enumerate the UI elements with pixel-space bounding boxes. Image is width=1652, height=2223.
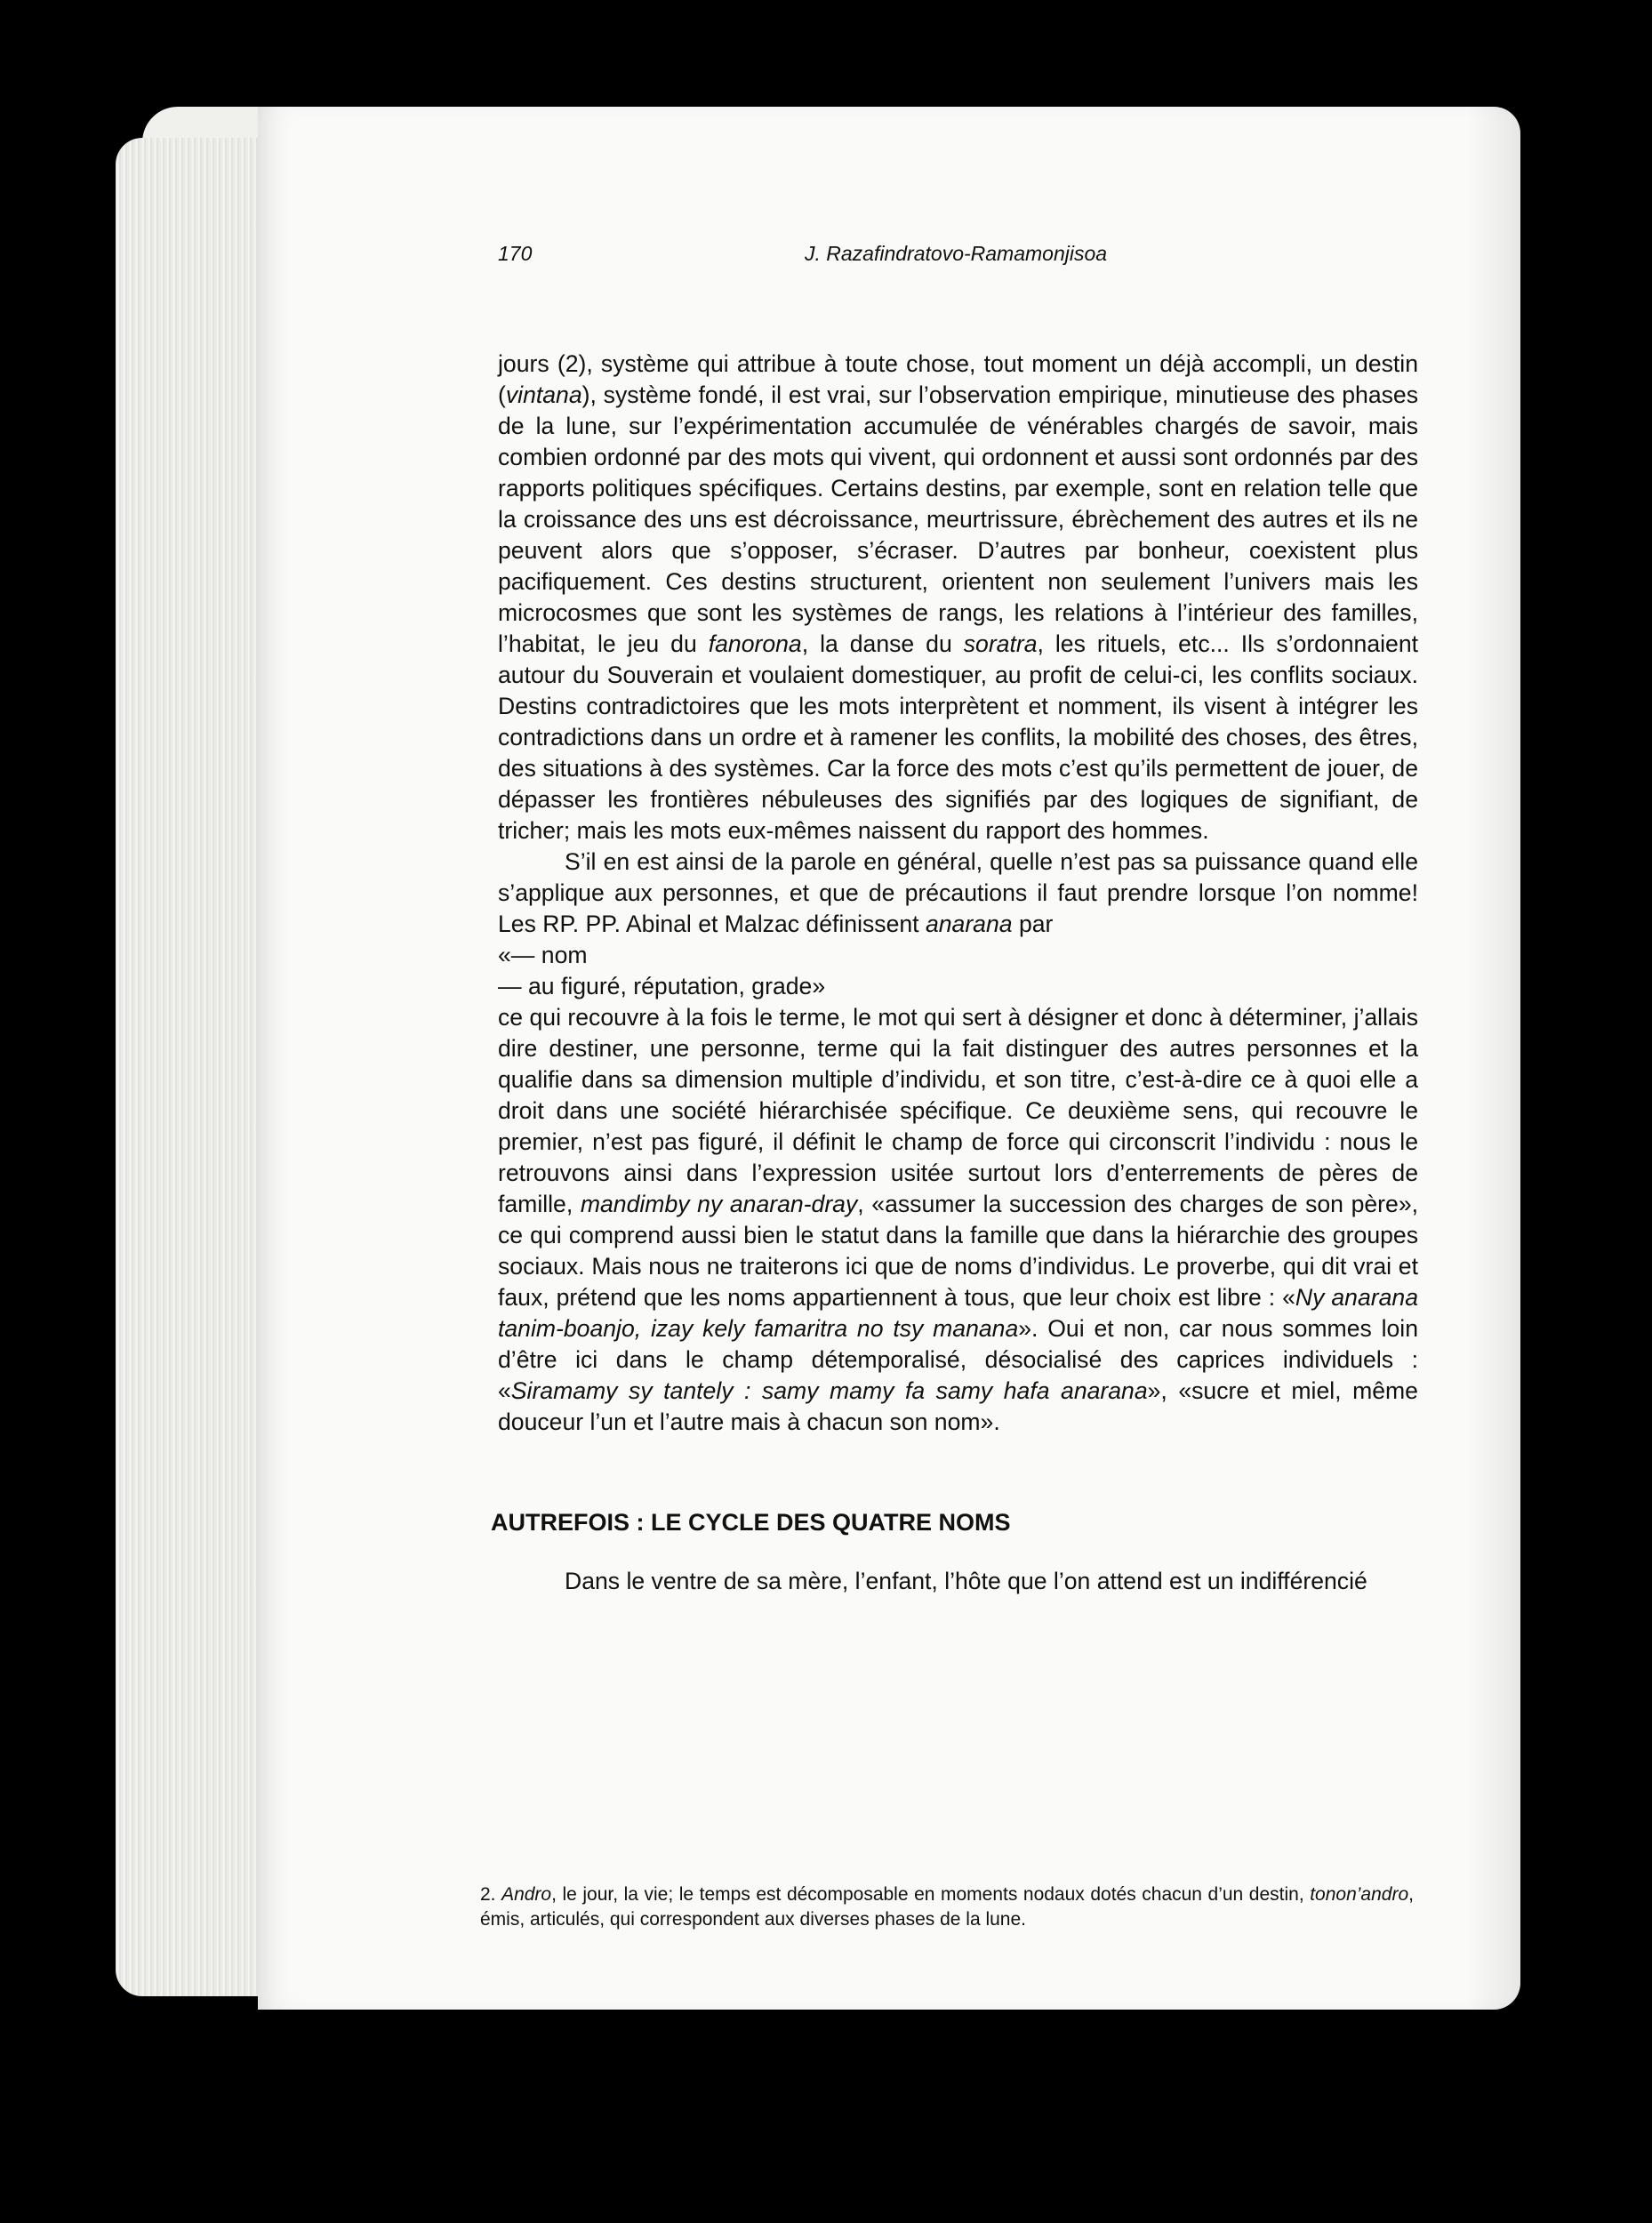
definition-line-1: «— nom bbox=[498, 942, 588, 968]
footnote bbox=[480, 1882, 1414, 1932]
text-run: , émis, articulés, qui correspondent aux diverses phases de la lune. bbox=[480, 1884, 1414, 1930]
italic-term: anarana bbox=[925, 911, 1013, 937]
text-run: , «assumer la succession des charges de son père», ce qui comprend aussi bien le statut dans la famille que dans la hiérarchie des groupes sociaux. Mais nous ne traiterons ici que de noms d’individus. Le proverbe, qui dit vrai et faux, prétend que les noms appartiennent à tous, que leur choix est libre : « bbox=[498, 1191, 1418, 1311]
text-run: ), système fondé, il est vrai, sur l’observation empirique, minutieuse des phases de la lune, sur l’expérimentation accumulée de vénérables chargés de savoir, mais combien ordonné par des mots qui vivent, qui ordonnent et aussi sont ordonnés par des rapports politiques spécifiques. Certains destins, par exemple, sont en relation telle que la croissance des uns est décroissance, meurtrissure, ébrèchement des autres et ils ne peuvent alors que s’opposer, s’écraser. D’autres par bonheur, coexistent plus pacifiquement. Ces destins structurent, orientent non seulement l’univers mais les microcosmes que sont les systèmes de rangs, les relations à l’intérieur des familles, l’habitat, le jeu du bbox=[498, 381, 1418, 657]
text-run: par bbox=[1012, 911, 1054, 937]
text-run: , la danse du bbox=[801, 630, 964, 657]
paragraph-3 bbox=[498, 1002, 1418, 1438]
footnote-2 bbox=[480, 1882, 1414, 1932]
paragraph-4: Dans le ventre de sa mère, l’enfant, l’hôte que l’on attend est un indifférencié bbox=[565, 1568, 1367, 1594]
running-author: J. Razafindratovo-Ramamonjisoa bbox=[805, 242, 1108, 265]
italic-proverb: Siramamy sy tantely : samy mamy fa samy hafa anarana bbox=[510, 1377, 1148, 1404]
text-run: 2. bbox=[480, 1884, 502, 1905]
main-text bbox=[491, 349, 1418, 1597]
paragraph-2 bbox=[498, 847, 1418, 940]
text-run: ce qui recouvre à la fois le terme, le mot qui sert à désigner et donc à déterminer, j’allais dire destiner, une personne, terme qui la fait distinguer des autres personnes et la qualifie dans sa dimension multiple d’individu, et son titre, c’est-à-dire ce à quoi elle a droit dans une société hiérarchisée spécifique. Ce deuxième sens, qui recouvre le premier, n’est pas figuré, il définit le champ de force qui circonscrit l’individu : nous le retrouvons ainsi dans l’expression usitée surtout lors d’enterrements de pères de famille, bbox=[498, 1004, 1418, 1217]
italic-term: Andro bbox=[501, 1884, 552, 1905]
section-heading: AUTREFOIS : LE CYCLE DES QUATRE NOMS bbox=[491, 1509, 1011, 1536]
page-curve-shade bbox=[1467, 107, 1520, 2010]
italic-term: fanorona bbox=[708, 630, 802, 657]
italic-term: soratra bbox=[963, 630, 1038, 657]
running-header bbox=[498, 242, 1418, 277]
text-run: jours (2), système qui attribue à toute chose, tout moment un déjà accompli, un destin ( bbox=[498, 350, 1418, 408]
page-number: 170 bbox=[498, 242, 533, 265]
italic-term: mandimby ny anaran-dray bbox=[580, 1191, 858, 1217]
italic-term: tonon’andro bbox=[1310, 1884, 1409, 1905]
text-run: , les rituels, etc... Ils s’ordonnaient autour du Souverain et voulaient domestiquer, au profit de celui-ci, les conflits sociaux. Destins contradictoires que les mots interprètent et nomment, ils visent à intégrer les contradictions dans un ordre et à ramener les conflits, la mobilité des choses, des êtres, des situations à des systèmes. Car la force des mots c’est qu’ils permettent de jouer, de dépasser les frontières nébuleuses des signifiés par des logiques de signifiant, de tricher; mais les mots eux-mêmes naissent du rapport des hommes. bbox=[498, 630, 1418, 844]
text-run: , le jour, la vie; le temps est décomposable en moments nodaux dotés chacun d’un destin, bbox=[551, 1884, 1311, 1905]
text-run: ». Oui et non, car nous sommes loin d’être ici dans le champ détemporalisé, désocialisé des caprices individuels : « bbox=[498, 1315, 1418, 1404]
italic-proverb: Ny anarana tanim-boanjo, izay kely famaritra no tsy manana bbox=[498, 1284, 1418, 1342]
book-page-edges bbox=[116, 138, 271, 1996]
text-run: », «sucre et miel, même douceur l’un et l’autre mais à chacun son nom». bbox=[498, 1377, 1418, 1435]
paragraph-1 bbox=[498, 349, 1418, 847]
italic-term: vintana bbox=[505, 381, 582, 408]
text-run: S’il en est ainsi de la parole en général, quelle n’est pas sa puissance quand elle s’applique aux personnes, et que de précautions il faut prendre lorsque l’on nomme! Les RP. PP. Abinal et Malzac définissent bbox=[498, 848, 1418, 937]
definition-line-2: — au figuré, réputation, grade» bbox=[498, 973, 826, 999]
